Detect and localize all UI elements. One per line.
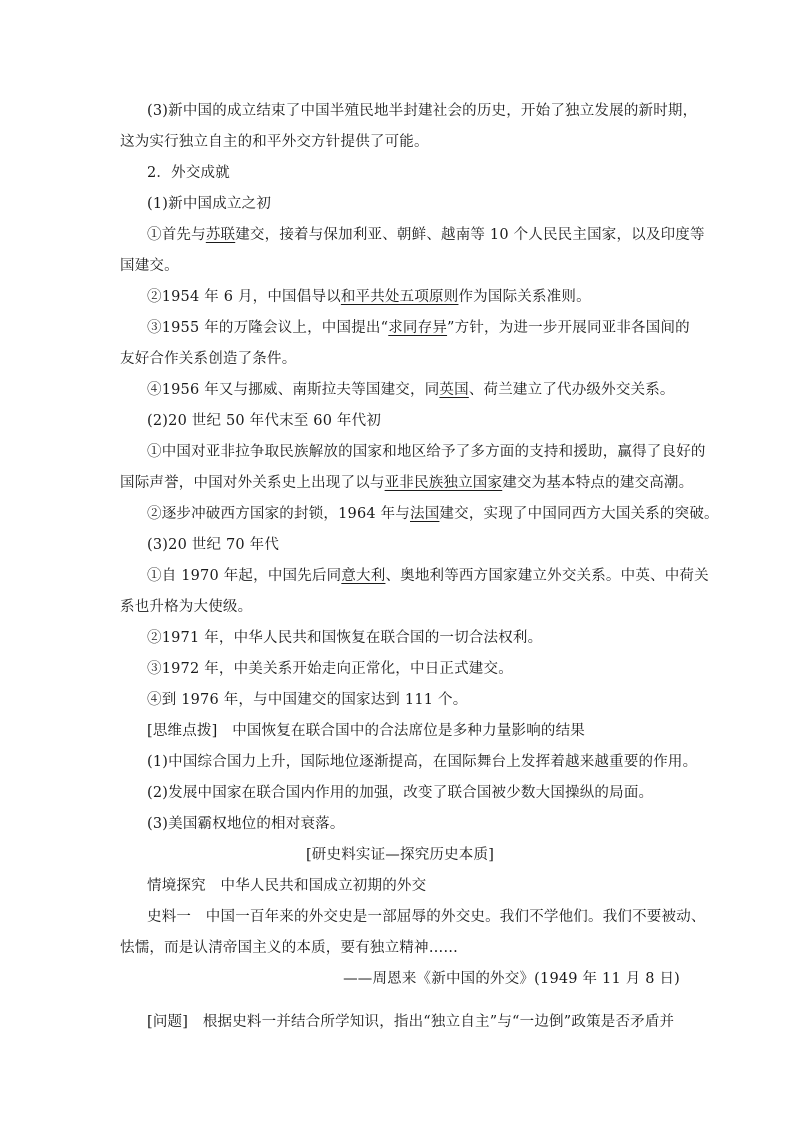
paragraph-line [147, 287, 680, 307]
tip-heading [147, 721, 680, 741]
source-quote-line [147, 907, 706, 927]
text-segment: ②1954 年 6 月，中国倡导以 [147, 289, 341, 305]
paragraph-line [147, 752, 698, 772]
underlined-term: 意大利 [341, 568, 386, 584]
text-segment: ③1972 年，中美关系开始走向正常化，中日正式建交。 [147, 661, 513, 677]
text-segment: 2．外交成就 [147, 165, 230, 181]
text-segment: ②1971 年，中华人民共和国恢复在联合国的一切合法权利。 [147, 630, 543, 646]
text-segment: 这为实行独立自主的和平外交方针提供了可能。 [120, 134, 429, 150]
underlined-term: 苏联 [205, 227, 236, 243]
text-segment: 怯懦，而是认清帝国主义的本质，要有独立精神…… [120, 940, 459, 956]
source-quote-line [120, 938, 680, 958]
question-line [147, 1012, 680, 1032]
text-segment: (3)美国霸权地位的相对衰落。 [147, 816, 345, 832]
paragraph-line [147, 783, 680, 803]
paragraph-line [147, 380, 680, 400]
text-segment: ——周恩来《新中国的外交》(1949 年 11 月 8 日) [343, 971, 680, 987]
paragraph-line [120, 597, 680, 617]
text-segment: 作为国际关系准则。 [458, 289, 591, 305]
text-segment: 建交，接着与保加利亚、朝鲜、越南等 10 个人民民主国家，以及印度等 [235, 227, 705, 243]
subsection-heading [147, 411, 680, 431]
paragraph-line [147, 442, 706, 462]
text-segment: (3)20 世纪 70 年代 [147, 537, 280, 553]
section-heading [147, 163, 680, 183]
text-segment: 、奥地利等西方国家建立外交关系。中英、中荷关 [385, 568, 709, 584]
underlined-term: 法国 [410, 506, 440, 522]
text-segment: (2)20 世纪 50 年代末至 60 年代初 [147, 413, 382, 429]
paragraph-line [147, 566, 709, 586]
paragraph-line [147, 659, 680, 679]
paragraph-line [147, 690, 680, 710]
section-title [120, 845, 680, 865]
text-segment: ④1956 年又与挪威、南斯拉夫等国建交，同 [147, 382, 440, 398]
paragraph-line [120, 256, 680, 276]
text-segment: [问题] 根据史料一并结合所学知识，指出“独立自主”与“一边倒”政策是否矛盾并 [147, 1014, 675, 1030]
text-segment: 、荷兰建立了代办级外交关系。 [468, 382, 675, 398]
subsection-heading [147, 535, 680, 555]
text-segment: (1)中国综合国力上升，国际地位逐渐提高，在国际舞台上发挥着越来越重要的作用。 [147, 754, 698, 770]
paragraph-line [120, 132, 680, 152]
paragraph-line [147, 628, 680, 648]
text-segment: ①自 1970 年起，中国先后同 [147, 568, 342, 584]
text-segment: 国建交。 [120, 258, 179, 274]
text-segment: ①中国对亚非拉争取民族解放的国家和地区给予了多方面的支持和援助，赢得了良好的 [147, 444, 706, 460]
subsection-heading [147, 194, 680, 214]
paragraph-line [147, 101, 698, 121]
text-segment: [思维点拨] 中国恢复在联合国中的合法席位是多种力量影响的结果 [147, 723, 586, 739]
paragraph-line [147, 814, 680, 834]
text-segment: 史料一 中国一百年来的外交史是一部屈辱的外交史。我们不学他们。我们不要被动、 [147, 909, 706, 925]
paragraph-line [120, 349, 680, 369]
scenario-heading [147, 876, 680, 896]
text-segment: (1)新中国成立之初 [147, 196, 272, 212]
text-segment: ②逐步冲破西方国家的封锁，1964 年与 [147, 506, 411, 522]
text-segment: (3)新中国的成立结束了中国半殖民地半封建社会的历史，开始了独立发展的新时期， [147, 103, 698, 119]
paragraph-line [147, 225, 705, 245]
paragraph-line [120, 473, 694, 493]
text-segment: 情境探究 中华人民共和国成立初期的外交 [147, 878, 427, 894]
text-segment: (2)发展中国家在联合国内作用的加强，改变了联合国被少数大国操纵的局面。 [147, 785, 654, 801]
underlined-term: 和平共处五项原则 [340, 289, 459, 305]
text-segment: ”方针，为进一步开展同亚非各国间的 [447, 320, 690, 336]
source-citation [120, 969, 680, 989]
text-segment: 系也升格为大使级。 [120, 599, 253, 615]
paragraph-line [147, 318, 690, 338]
text-segment: 建交，实现了中国同西方大国关系的突破。 [439, 506, 719, 522]
text-segment: [研史料实证—探究历史本质] [305, 847, 495, 863]
text-segment: ①首先与 [147, 227, 206, 243]
underlined-term: 亚非民族独立国家 [384, 475, 503, 491]
underlined-term: 求同存异 [388, 320, 448, 336]
paragraph-line [147, 504, 719, 524]
text-segment: ④到 1976 年，与中国建交的国家达到 111 个。 [147, 692, 468, 708]
underlined-term: 英国 [439, 382, 469, 398]
text-segment: 建交为基本特点的建交高潮。 [502, 475, 694, 491]
text-segment: ③1955 年的万隆会议上，中国提出“ [147, 320, 389, 336]
text-segment: 国际声誉，中国对外关系史上出现了以与 [120, 475, 385, 491]
text-segment: 友好合作关系创造了条件。 [120, 351, 297, 367]
